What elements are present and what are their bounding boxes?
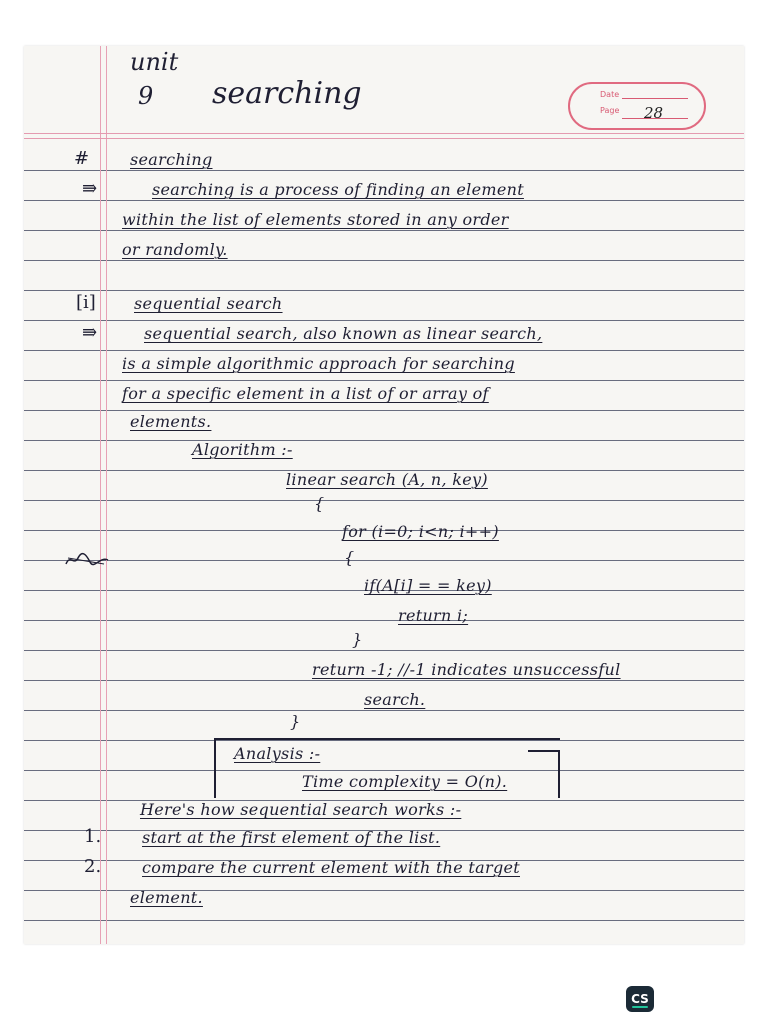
ruled-line bbox=[24, 410, 744, 411]
analysis-box-bracket bbox=[528, 750, 560, 798]
ruled-line bbox=[24, 380, 744, 381]
note-line: search. bbox=[364, 690, 426, 709]
note-line: for (i=0; i<n; i++) bbox=[342, 522, 499, 541]
margin-line bbox=[106, 46, 107, 944]
header-line bbox=[24, 138, 744, 139]
note-line: is a simple algorithmic approach for searching bbox=[122, 354, 515, 373]
note-line: start at the first element of the list. bbox=[142, 828, 441, 847]
page-title: searching bbox=[212, 76, 362, 111]
camscanner-logo: CS bbox=[626, 986, 654, 1012]
ruled-line bbox=[24, 350, 744, 351]
notebook-page bbox=[24, 46, 744, 944]
note-bullet: [i] bbox=[76, 292, 96, 313]
doodle-icon bbox=[64, 552, 110, 572]
note-line: { bbox=[314, 494, 325, 513]
note-line: } bbox=[352, 630, 363, 649]
ruled-line bbox=[24, 440, 744, 441]
ruled-line bbox=[24, 560, 744, 561]
note-line: within the list of elements stored in any order bbox=[122, 210, 509, 229]
unit-number: 9 bbox=[138, 82, 154, 110]
ruled-line bbox=[24, 500, 744, 501]
note-line: searching is a process of finding an element bbox=[152, 180, 524, 199]
ruled-line bbox=[24, 230, 744, 231]
ruled-line bbox=[24, 320, 744, 321]
stamp-page-number: 28 bbox=[644, 104, 664, 122]
note-line: { bbox=[344, 548, 355, 567]
stamp-page-label: Page bbox=[600, 106, 620, 115]
ruled-line bbox=[24, 260, 744, 261]
page-stamp bbox=[568, 82, 706, 130]
note-line: Analysis :- bbox=[234, 744, 321, 763]
note-line: for a specific element in a list of or array of bbox=[122, 384, 489, 403]
unit-label: unit bbox=[130, 48, 179, 76]
note-bullet: ⇛ bbox=[82, 322, 98, 343]
ruled-line bbox=[24, 710, 744, 711]
note-line: Algorithm :- bbox=[192, 440, 293, 459]
ruled-line bbox=[24, 620, 744, 621]
note-line: Time complexity = O(n). bbox=[302, 772, 508, 791]
stamp-date-line bbox=[622, 98, 688, 99]
ruled-line bbox=[24, 650, 744, 651]
note-bullet: 2. bbox=[84, 856, 102, 877]
ruled-line bbox=[24, 920, 744, 921]
note-line: } bbox=[290, 712, 301, 731]
note-bullet: 1. bbox=[84, 826, 102, 847]
note-line: or randomly. bbox=[122, 240, 228, 259]
ruled-line bbox=[24, 680, 744, 681]
note-bullet: # bbox=[74, 148, 90, 169]
ruled-line bbox=[24, 170, 744, 171]
ruled-line bbox=[24, 290, 744, 291]
note-line: sequential search, also known as linear search, bbox=[144, 324, 543, 343]
header-line bbox=[24, 133, 744, 134]
note-line: Here's how sequential search works :- bbox=[140, 800, 462, 819]
note-line: elements. bbox=[130, 412, 212, 431]
note-line: linear search (A, n, key) bbox=[286, 470, 488, 489]
ruled-line bbox=[24, 200, 744, 201]
stamp-date-label: Date bbox=[600, 90, 620, 99]
note-line: compare the current element with the target bbox=[142, 858, 520, 877]
note-line: sequential search bbox=[134, 294, 283, 313]
note-line: return -1; //-1 indicates unsuccessful bbox=[312, 660, 621, 679]
note-bullet: ⇛ bbox=[82, 178, 98, 199]
note-line: searching bbox=[130, 150, 213, 169]
note-line: return i; bbox=[398, 606, 469, 625]
note-line: element. bbox=[130, 888, 203, 907]
margin-line bbox=[100, 46, 101, 944]
note-line: if(A[i] = = key) bbox=[364, 576, 492, 595]
